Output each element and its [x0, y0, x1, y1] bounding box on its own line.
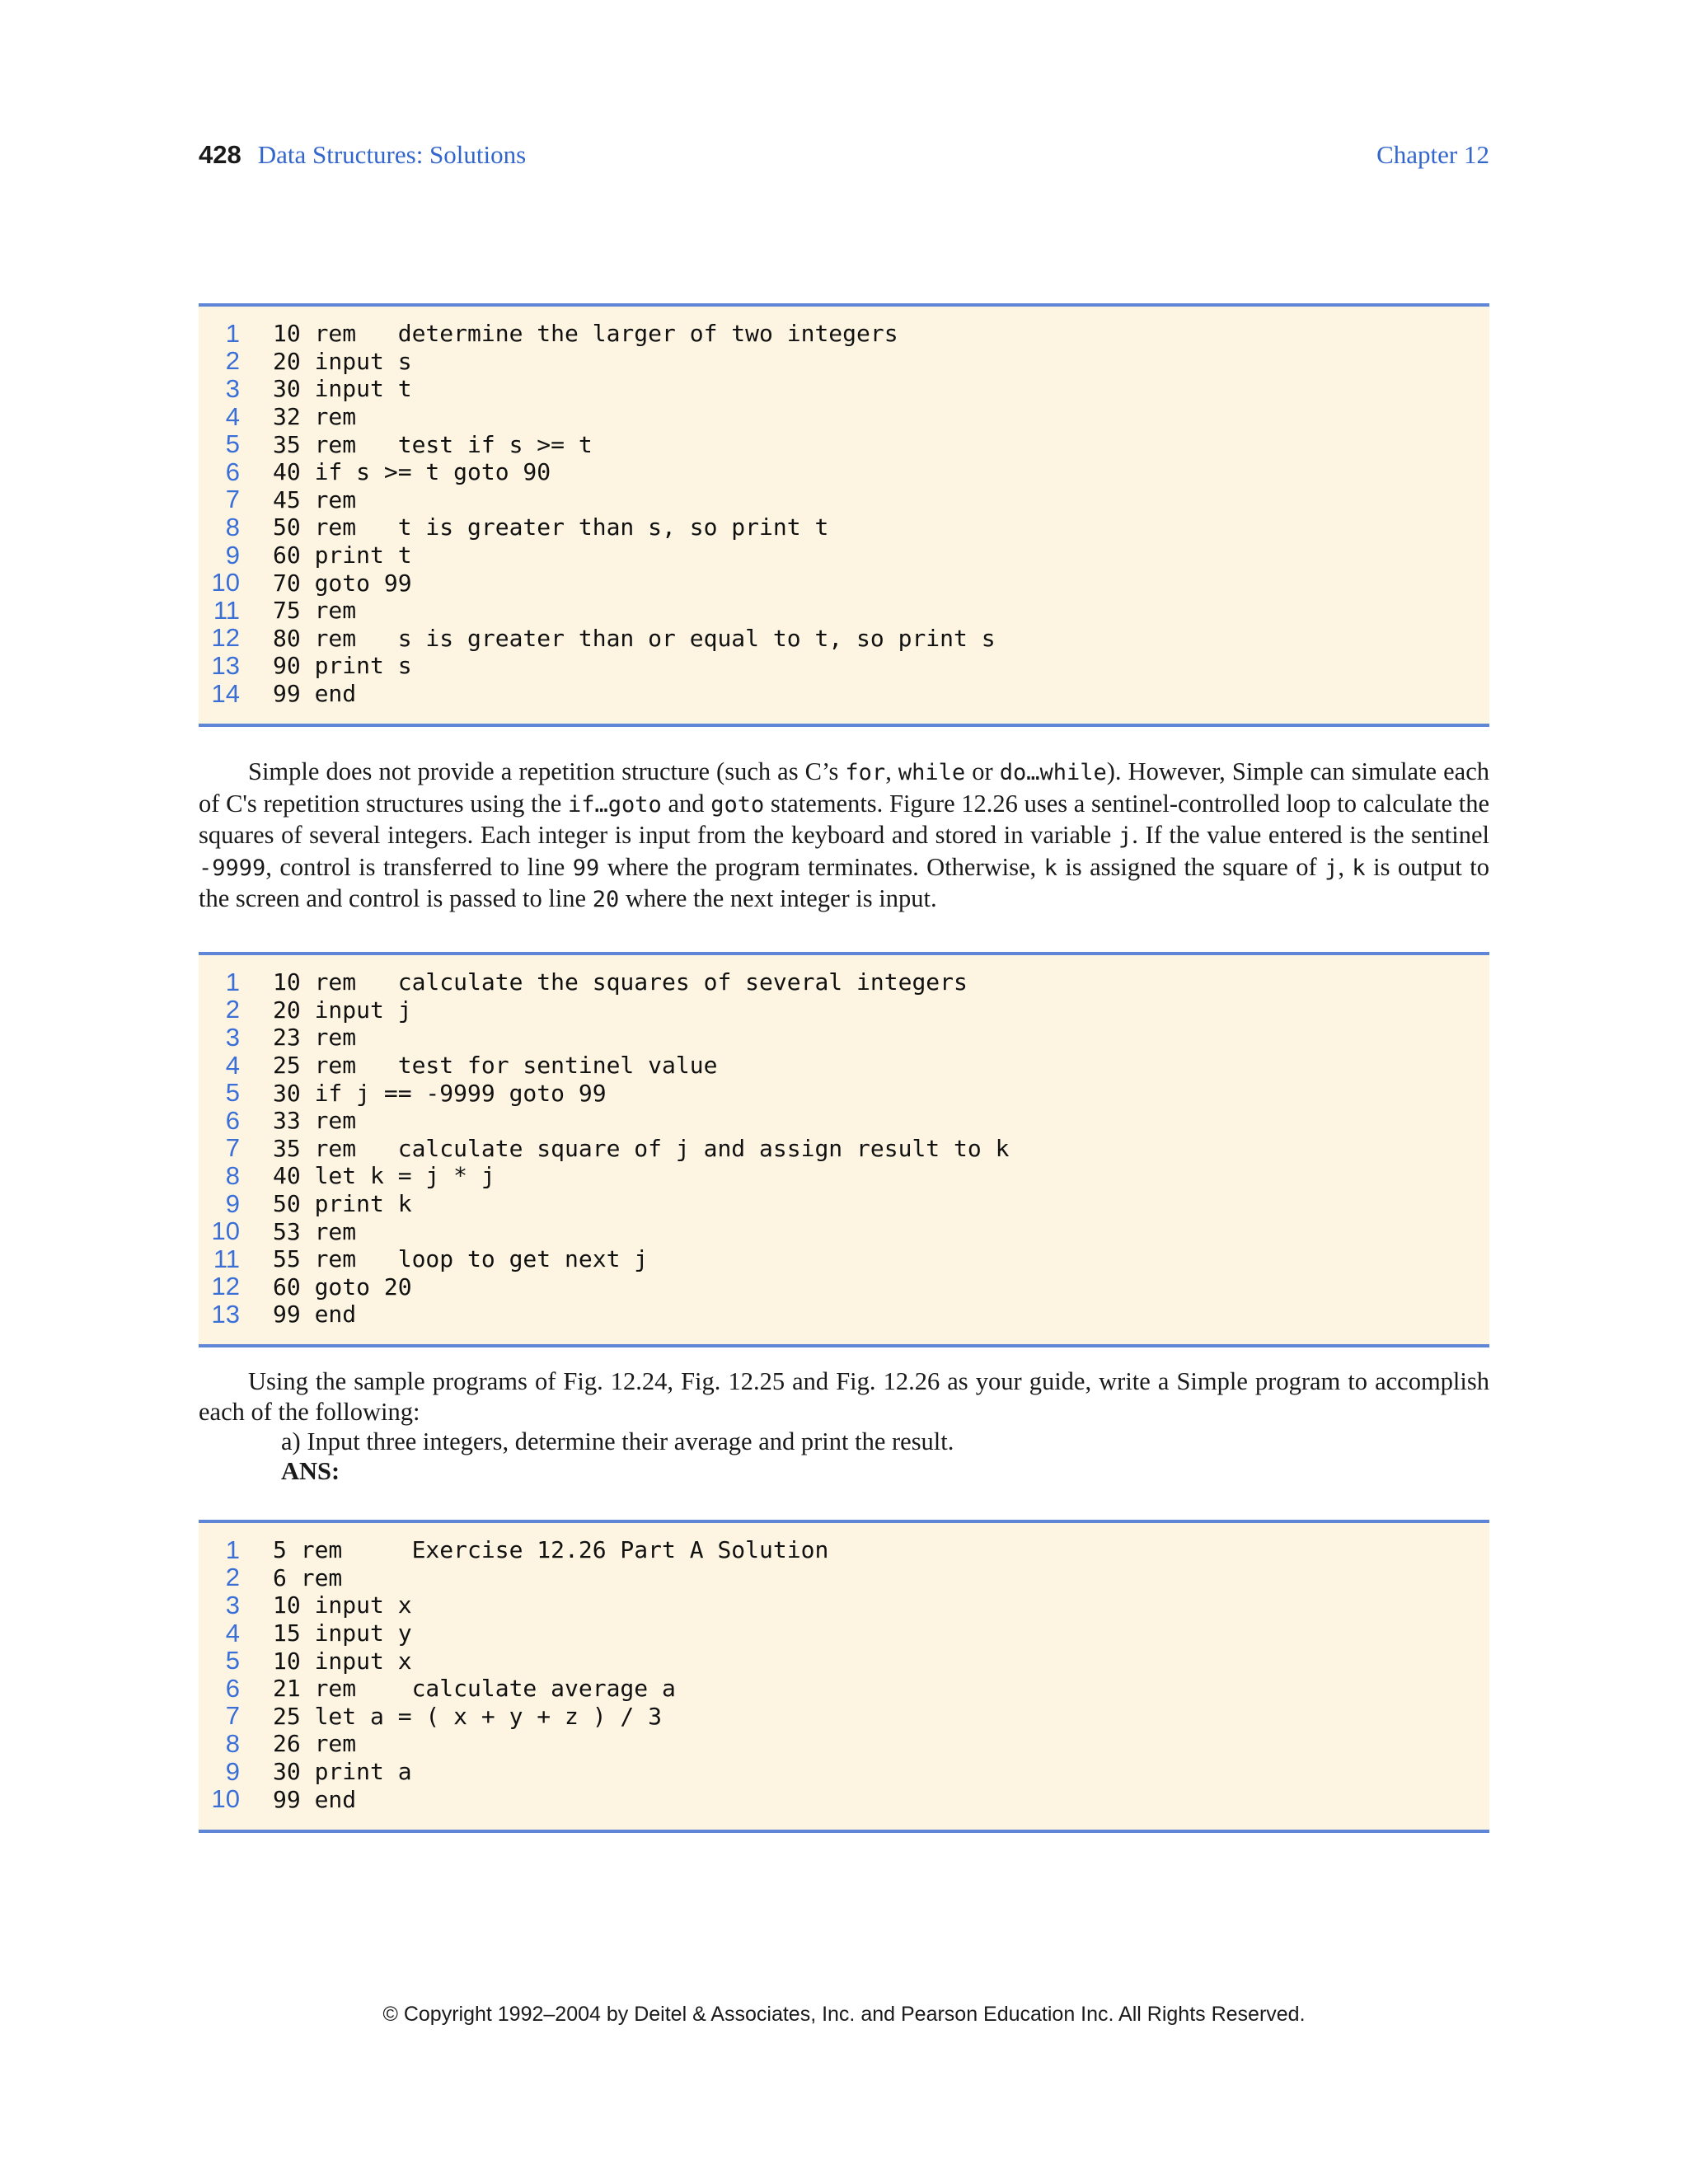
code-line-20: 20: [592, 887, 620, 912]
line-number: 9: [225, 1188, 240, 1218]
page-number: 428: [199, 140, 241, 169]
line-number: 9: [225, 1756, 240, 1786]
code-listing-larger-of-two: [199, 303, 1489, 727]
line-number: 2: [225, 995, 240, 1024]
code-text: 10 rem determine the larger of two integers: [273, 320, 898, 348]
code-text: 99 end: [273, 1785, 357, 1813]
code-line: [199, 513, 1489, 541]
line-number: 11: [213, 1244, 240, 1273]
paragraph-instructions: Using the sample programs of Fig. 12.24, Fig. 12.25 and Fig. 12.26 as your guide, write a Simple program to accomplish each of the following:: [199, 1367, 1489, 1426]
code-listing-squares: [199, 952, 1489, 1347]
line-number: 1: [225, 967, 240, 996]
code-line: [199, 1190, 1489, 1218]
code-line: [199, 348, 1489, 376]
code-text: 80 rem s is greater than or equal to t, so print s: [273, 624, 996, 652]
code-text: 25 let a = ( x + y + z ) / 3: [273, 1702, 663, 1730]
code-text: 25 rem test for sentinel value: [273, 1052, 718, 1080]
code-text: 20 input j: [273, 996, 412, 1024]
code-k: k: [1043, 855, 1057, 881]
code-line: [199, 1536, 1489, 1564]
line-number: 6: [225, 1105, 240, 1135]
code-if-goto: if…goto: [568, 791, 662, 818]
code-text: 55 rem loop to get next j: [273, 1245, 649, 1273]
code-line: [199, 1079, 1489, 1107]
exercise-item-a: a) Input three integers, determine their average and print the result.: [281, 1427, 954, 1455]
code-text: 99 end: [273, 680, 357, 708]
code-line: [199, 1135, 1489, 1163]
code-text: 6 rem: [273, 1563, 343, 1591]
code-for: for: [845, 760, 886, 785]
code-text: 60 print t: [273, 541, 412, 569]
code-line: [199, 680, 1489, 708]
line-number: 7: [225, 1133, 240, 1163]
code-line: [199, 430, 1489, 458]
code-text: 21 rem calculate average a: [273, 1675, 676, 1703]
code-line: [199, 1619, 1489, 1647]
line-number: 4: [225, 1618, 240, 1647]
line-number: 2: [225, 346, 240, 376]
code-text: 10 rem calculate the squares of several integers: [273, 968, 968, 996]
code-text: 40 let k = j * j: [273, 1162, 495, 1190]
code-line: [199, 320, 1489, 348]
code-text: 70 goto 99: [273, 569, 412, 597]
code-sentinel: -9999: [199, 855, 266, 881]
code-text: 40 if s >= t goto 90: [273, 458, 551, 486]
code-j: j: [1325, 855, 1339, 881]
line-number: 1: [225, 318, 240, 348]
code-line: [199, 403, 1489, 431]
code-line: [199, 996, 1489, 1024]
code-line: [199, 652, 1489, 680]
line-number: 3: [225, 373, 240, 403]
line-number: 13: [211, 650, 240, 680]
code-text: 10 input x: [273, 1647, 412, 1675]
paragraph-repetition: Simple does not provide a repetition structure (such as C’s for, while or do…while). However, Simple can simulate each of C's repetition structures using the if…goto and goto statements. Figure 12.26 uses a sentinel-controlled loop to calculate the squares of several integers. Each integer is input from the keyboard and stored in variable j. If the value entered is the sentinel -9999, control is transferred to line 99 where the program terminates. Otherwise, k is assigned the square of j, k is output to the screen and control is passed to line 20 where the next integer is input.: [199, 757, 1490, 912]
code-text: 20 input s: [273, 347, 412, 375]
line-number: 8: [225, 1728, 240, 1758]
line-number: 5: [225, 429, 240, 459]
code-text: 30 input t: [273, 375, 412, 403]
code-line: [199, 1301, 1489, 1329]
code-line: [199, 1245, 1489, 1273]
code-listing-average: [199, 1520, 1489, 1833]
line-number: 4: [225, 401, 240, 431]
code-text: 5 rem Exercise 12.26 Part A Solution: [273, 1536, 829, 1564]
code-goto: goto: [710, 791, 765, 818]
code-line: [199, 1162, 1489, 1190]
code-line: [199, 1758, 1489, 1786]
line-number: 8: [225, 1160, 240, 1190]
line-number: 7: [225, 1701, 240, 1731]
code-line: [199, 625, 1489, 653]
code-text: 53 rem: [273, 1217, 357, 1245]
code-line: [199, 968, 1489, 996]
code-line: [199, 458, 1489, 486]
code-text: 50 rem t is greater than s, so print t: [273, 513, 829, 541]
code-line: [199, 1217, 1489, 1245]
line-number: 14: [211, 678, 240, 708]
code-do-while: do…while: [999, 760, 1107, 785]
code-text: 10 input x: [273, 1591, 412, 1619]
code-k: k: [1352, 855, 1366, 881]
line-number: 10: [211, 1216, 240, 1246]
chapter-label: Chapter 12: [1376, 140, 1489, 169]
code-line: [199, 541, 1489, 569]
code-line: [199, 1107, 1489, 1135]
code-text: 90 print s: [273, 652, 412, 680]
code-line: [199, 1591, 1489, 1619]
code-line: [199, 1052, 1489, 1080]
line-number: 1: [225, 1535, 240, 1564]
code-line: [199, 1273, 1489, 1301]
code-line: [199, 1024, 1489, 1052]
code-while: while: [898, 760, 966, 785]
answer-label: ANS:: [281, 1457, 340, 1485]
code-text: 26 rem: [273, 1730, 357, 1758]
code-line: [199, 1785, 1489, 1813]
line-number: 7: [225, 485, 240, 514]
code-line-99: 99: [572, 855, 600, 881]
code-text: 23 rem: [273, 1024, 357, 1052]
code-text: 33 rem: [273, 1107, 357, 1135]
code-text: 99 end: [273, 1301, 357, 1329]
code-line: [199, 375, 1489, 403]
code-text: 15 input y: [273, 1619, 412, 1647]
line-number: 6: [225, 457, 240, 486]
line-number: 10: [211, 568, 240, 598]
line-number: 8: [225, 512, 240, 541]
code-line: [199, 1564, 1489, 1592]
running-title: Data Structures: Solutions: [257, 140, 527, 169]
code-text: 32 rem: [273, 403, 357, 431]
code-text: 30 if j == -9999 goto 99: [273, 1079, 607, 1107]
code-line: [199, 569, 1489, 597]
code-line: [199, 1647, 1489, 1675]
code-text: 30 print a: [273, 1758, 412, 1786]
code-text: 45 rem: [273, 485, 357, 513]
copyright-footer: © Copyright 1992–2004 by Deitel & Associates, Inc. and Pearson Education Inc. All Rights Reserved.: [382, 2003, 1306, 2026]
line-number: 13: [211, 1299, 240, 1329]
line-number: 2: [225, 1563, 240, 1592]
page-header: [199, 140, 1489, 176]
line-number: 5: [225, 1646, 240, 1675]
code-text: 75 rem: [273, 597, 357, 625]
code-text: 35 rem calculate square of j and assign result to k: [273, 1134, 1010, 1162]
code-j: j: [1118, 823, 1132, 849]
line-number: 12: [211, 1272, 240, 1301]
code-line: [199, 1703, 1489, 1731]
code-line: [199, 1675, 1489, 1703]
code-line: [199, 486, 1489, 514]
code-text: 35 rem test if s >= t: [273, 430, 593, 458]
line-number: 12: [211, 623, 240, 653]
line-number: 9: [225, 540, 240, 569]
code-text: 50 print k: [273, 1190, 412, 1218]
code-line: [199, 597, 1489, 625]
line-number: 11: [213, 595, 240, 625]
line-number: 5: [225, 1078, 240, 1108]
line-number: 3: [225, 1022, 240, 1052]
code-line: [199, 1730, 1489, 1758]
line-number: 10: [211, 1784, 240, 1814]
line-number: 4: [225, 1050, 240, 1080]
code-text: 60 goto 20: [273, 1272, 412, 1301]
line-number: 6: [225, 1673, 240, 1703]
line-number: 3: [225, 1590, 240, 1619]
